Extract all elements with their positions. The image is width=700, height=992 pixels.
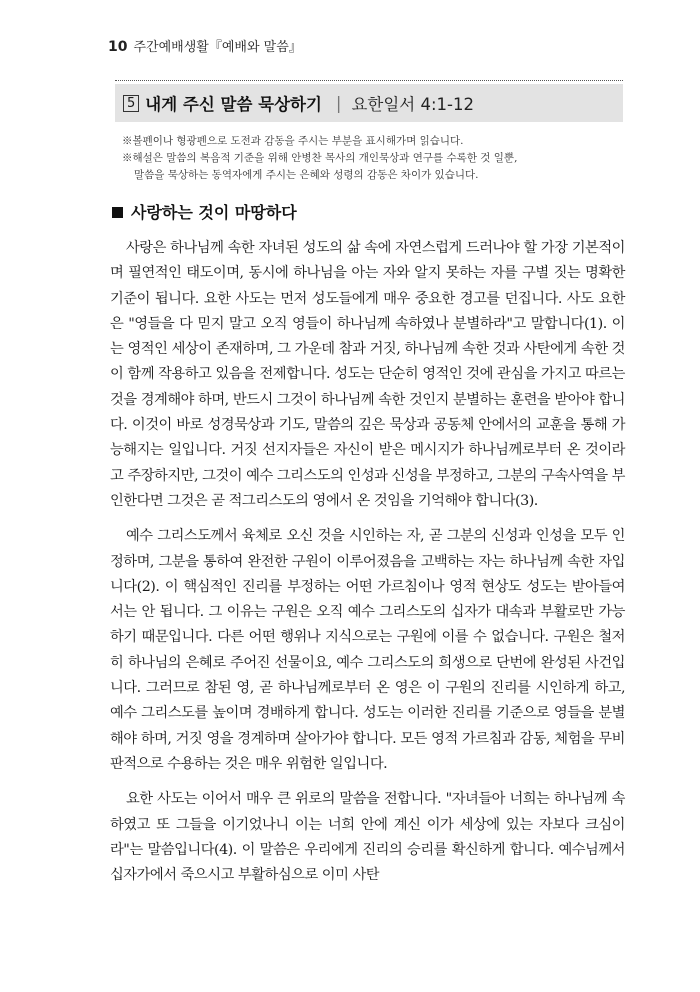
heading-text: 사랑하는 것이 마땅하다 <box>131 203 297 222</box>
dotted-divider <box>115 80 623 81</box>
title-separator: | <box>335 93 342 113</box>
paragraph-2: 예수 그리스도께서 육체로 오신 것을 시인하는 자, 곧 그분의 신성과 인성을 모두 인정하며, 그분을 통하여 완전한 구원이 이루어졌음을 고백하는 자는 하나님께 속한 자입니다(2). 이 핵심적인 진리를 부정하는 어떤 가르침이나 영적 현상도 성도는 받아들여서는 안 됩니다. 그 이유는 구원은 오직 예수 그리스도의 십자가 대속과 부활로만 가능하기 때문입니다. 다른 어떤 행위나 지식으로는 구원에 이를 수 없습니다. 구원은 철저히 하나님의 은혜로 주어진 선물이요, 예수 그리스도의 희생으로 단번에 완성된 사건입니다. 그러므로 참된 영, 곧 하나님께로부터 온 영은 이 구원의 진리를 시인하게 하고, 예수 그리스도를 높이며 경배하게 합니다. 성도는 이러한 진리를 기준으로 영들을 분별해야 하며, 거짓 영을 경계하며 살아가야 합니다. 모든 영적 가르침과 감동, 체험을 무비판적으로 수용하는 것은 매우 위험한 일입니다. <box>110 528 625 772</box>
note-line-3: 말씀을 묵상하는 동역자에게 주시는 은혜와 성령의 감동은 차이가 있습니다. <box>134 169 479 181</box>
section-number-badge: 5 <box>123 95 139 112</box>
body-text <box>110 236 625 898</box>
reading-notes <box>122 133 622 184</box>
paragraph-3: 요한 사도는 이어서 매우 큰 위로의 말씀을 전합니다. "자녀들아 너희는 하나님께 속하였고 또 그들을 이기었나니 이는 너희 안에 계신 이가 세상에 있는 자보다 크심이라"는 말씀입니다(4). 이 말씀은 우리에게 진리의 승리를 확신하게 합니다. 예수님께서 십자가에서 죽으시고 부활하심으로 이미 사탄 <box>110 791 625 884</box>
note-line-2: ※해설은 말씀의 복음적 기준을 위해 안병찬 목사의 개인묵상과 연구를 수록한 것 일뿐, <box>122 152 518 164</box>
running-title: 주간예배생활『예배와 말씀』 <box>133 40 302 55</box>
section-heading <box>112 200 297 223</box>
paragraph-1: 사랑은 하나님께 속한 자녀된 성도의 삶 속에 자연스럽게 드러나야 할 가장 기본적이며 필연적인 태도이며, 동시에 하나님을 아는 자와 알지 못하는 자를 구별 짓는 명확한 기준이 됩니다. 요한 사도는 먼저 성도들에게 매우 중요한 경고를 던집니다. 사도 요한은 "영들을 다 믿지 말고 오직 영들이 하나님께 속하였나 분별하라"고 말합니다(1). 이는 영적인 세상이 존재하며, 그 가운데 참과 거짓, 하나님께 속한 것과 사탄에게 속한 것이 함께 작용하고 있음을 전제합니다. 성도는 단순히 영적인 것에 관심을 가지고 따르는 것을 경계해야 하며, 반드시 그것이 하나님께 속한 것인지 분별하는 훈련을 받아야 합니다. 이것이 바로 성경묵상과 기도, 말씀의 깊은 묵상과 공동체 안에서의 교훈을 통해 가능해지는 일입니다. 거짓 선지자들은 자신이 받은 메시지가 하나님께로부터 온 것이라고 주장하지만, 그것이 예수 그리스도의 인성과 신성을 부정하고, 그분의 구속사역을 부인한다면 그것은 곧 적그리스도의 영에서 온 것임을 기억해야 합니다(3). <box>110 240 625 509</box>
scripture-reference: 요한일서 4:1-12 <box>351 95 474 114</box>
note-line-1: ※볼펜이나 형광펜으로 도전과 감동을 주시는 부분을 표시해가며 읽습니다. <box>122 135 464 147</box>
section-title-box <box>115 84 623 122</box>
square-bullet-icon <box>112 207 123 218</box>
running-header <box>108 36 302 55</box>
page-number: 10 <box>108 39 128 55</box>
section-title: 내게 주신 말씀 묵상하기 <box>145 95 322 114</box>
